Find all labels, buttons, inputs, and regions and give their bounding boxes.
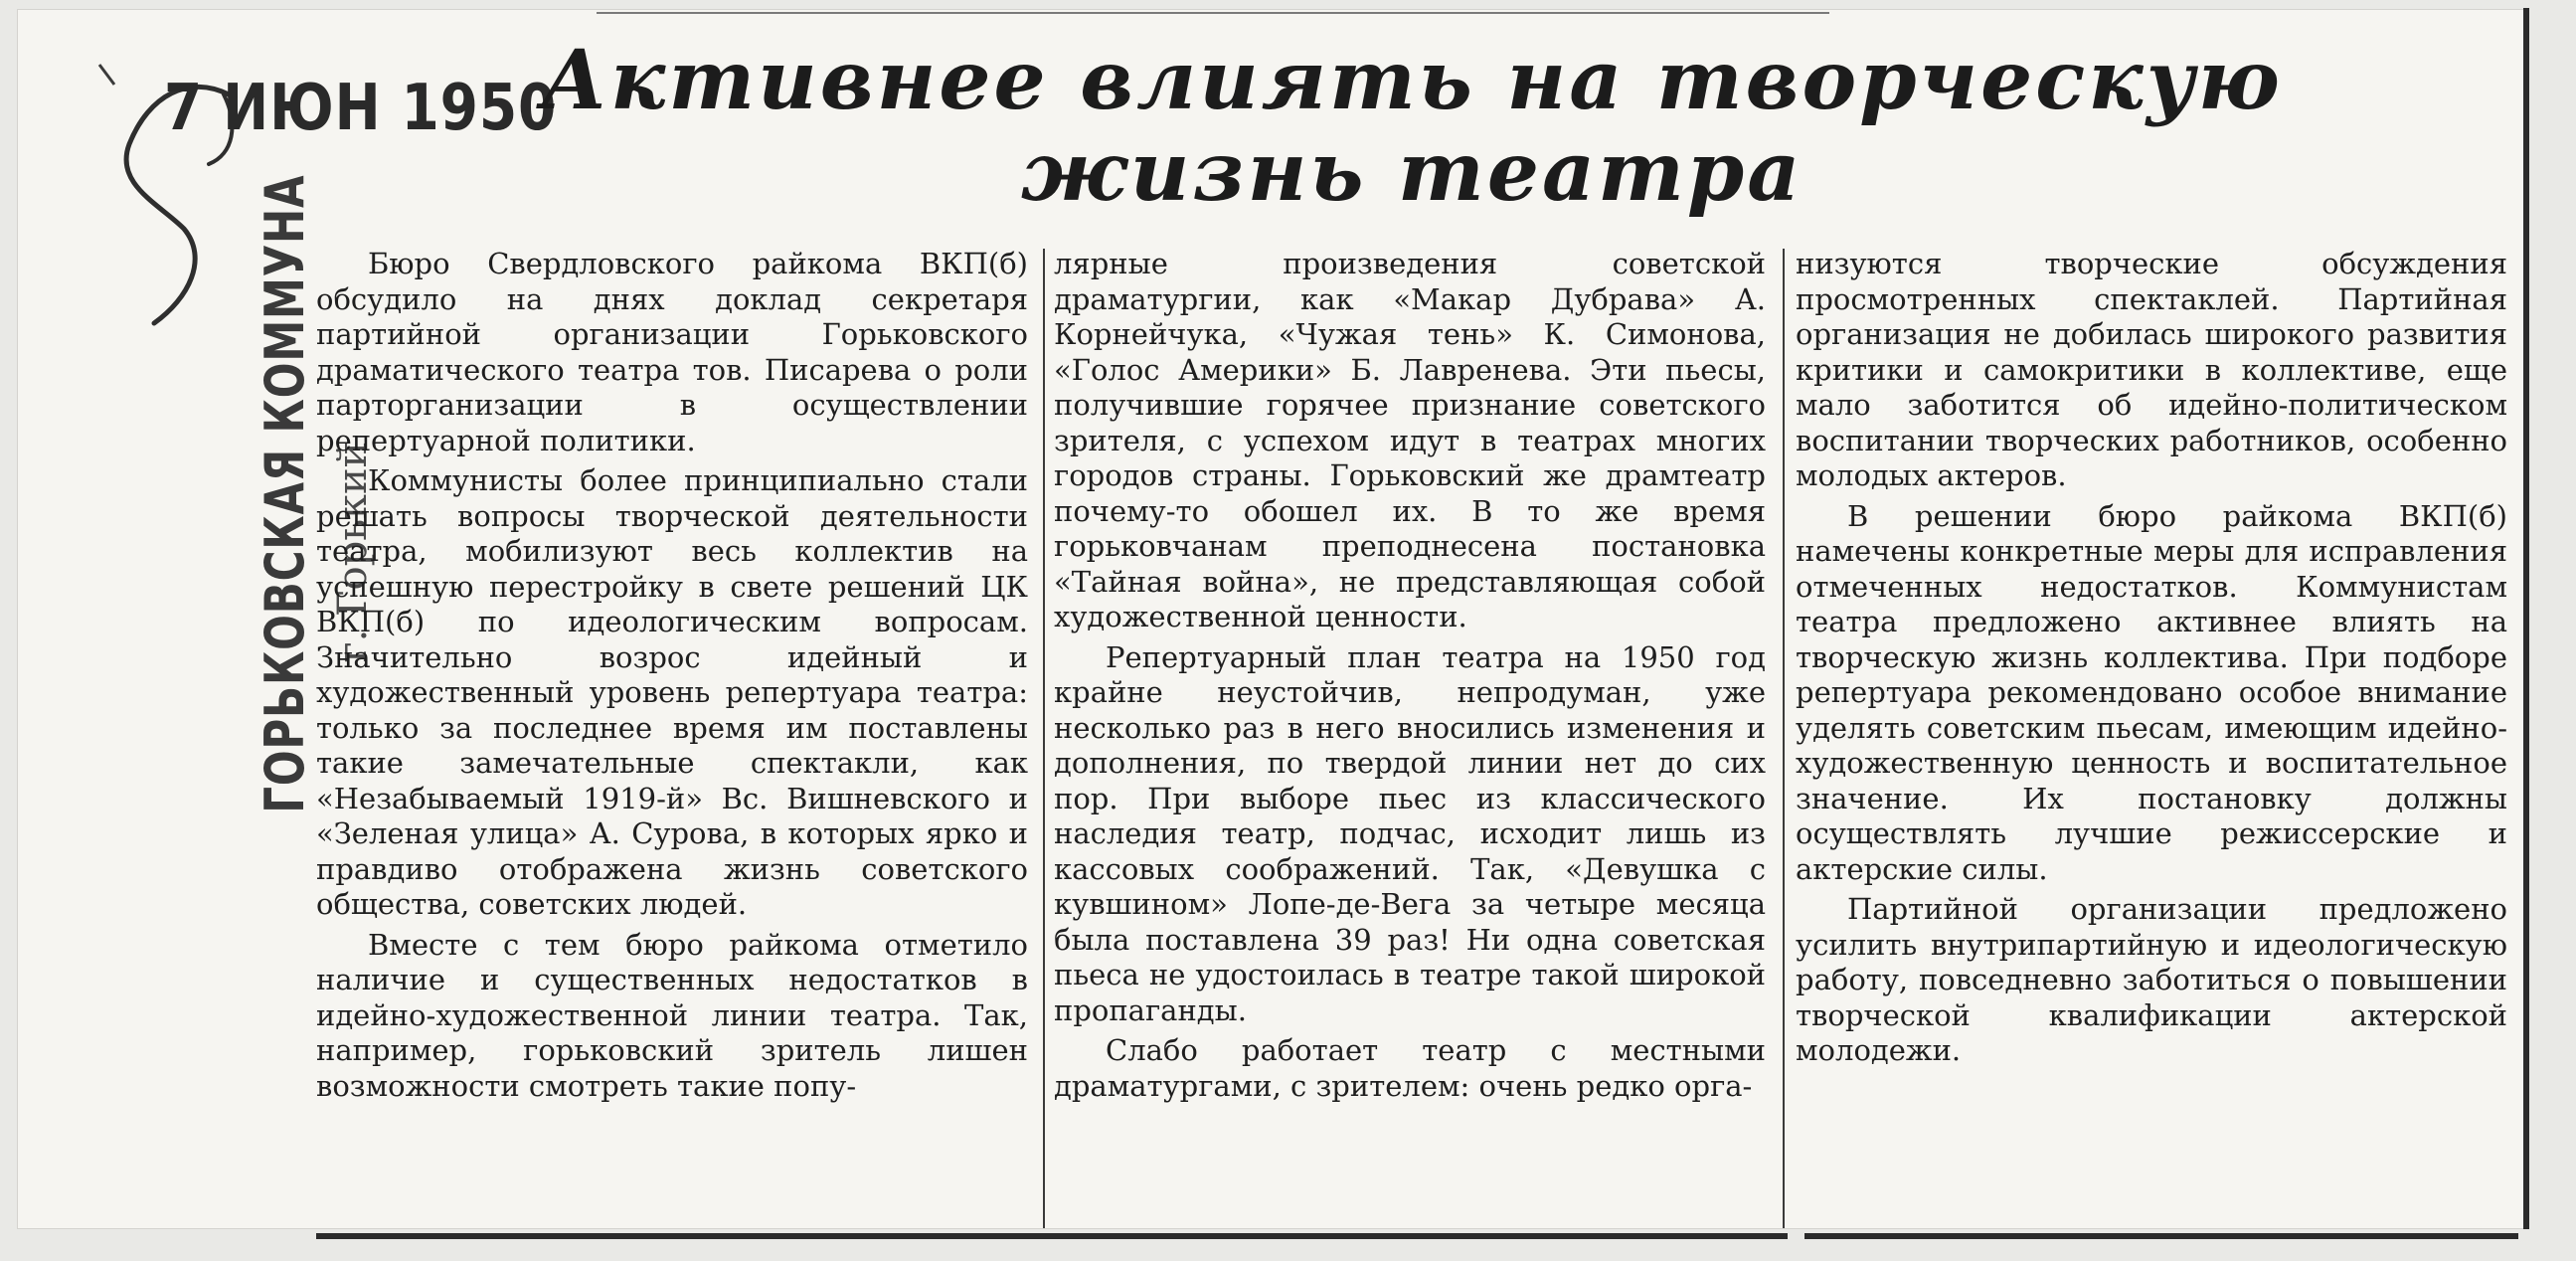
article-headline bbox=[527, 35, 2297, 218]
article-column-2 bbox=[1054, 247, 1766, 1226]
paragraph: Коммунисты более принципиально стали решать вопросы творческой деятельности театра, мобилизуют весь коллектив на успешную перестройку в свете решений ЦК ВКП(б) по идеологическим вопросам. Значительно возрос идейный и художественный уровень репертуара театра: только за последнее время им поставлены такие замечательные спектакли, как «Незабываемый 1919-й» Вс. Вишневского и «Зеленая улица» А. Сурова, в которых ярко и правдиво отображена жизнь советского общества, советских людей. bbox=[316, 463, 1028, 921]
bottom-rule bbox=[316, 1233, 1788, 1239]
newspaper-city: г. Горький bbox=[330, 441, 376, 663]
paragraph: Партийной организации предложено усилить внутрипартийную и идеологическую работу, повседневно заботиться о повышении творческой квалификации актерской молодежи. bbox=[1796, 892, 2507, 1067]
column-divider bbox=[1043, 249, 1045, 1228]
paragraph: низуются творческие обсуждения просмотренных спектаклей. Партийная организация не добилась широкого развития критики и самокритики в коллективе, еще мало заботится об идейно-политическом воспитании творческих работников, особенно молодых актеров. bbox=[1796, 247, 2507, 492]
paragraph: лярные произведения советской драматургии, как «Макар Дубрава» А. Корнейчука, «Чужая тень» К. Симонова, «Голос Америки» Б. Лавренева. Эти пьесы, получившие горячее признание советского зрителя, с успехом идут в театрах многих городов страны. Горьковский же драмтеатр почему-то обошел их. В то же время горьковчанам преподнесена постановка «Тайная война», не представляющая собой художественной ценности. bbox=[1054, 247, 1766, 633]
date-stamp: 7 ИЮН 1950 bbox=[164, 72, 558, 145]
paragraph: Слабо работает театр с местными драматургами, с зрителем: очень редко орга- bbox=[1054, 1033, 1766, 1103]
top-edge-rule bbox=[597, 12, 1829, 14]
paragraph: Репертуарный план театра на 1950 год крайне неустойчив, непродуман, уже несколько раз в него вносились изменения и дополнения, по твердой линии нет до сих пор. При выборе пьес из классического наследия театр, подчас, исходит лишь из кассовых соображений. Так, «Девушка с кувшином» Лопе-де-Вега за четыре месяца была поставлена 39 раз! Ни одна советская пьеса не удостоилась в театре такой широкой пропаганды. bbox=[1054, 639, 1766, 1027]
headline-line-2: жизнь театра bbox=[1020, 124, 1803, 220]
column-divider bbox=[1783, 249, 1785, 1228]
bottom-rule bbox=[1804, 1233, 2518, 1239]
headline-line-1: Активнее влиять на творческую bbox=[541, 33, 2283, 128]
newspaper-name: ГОРЬКОВСКАЯ КОММУНА bbox=[254, 174, 316, 813]
paragraph: В решении бюро райкома ВКП(б) намечены конкретные меры для исправления отмеченных недостатков. Коммунистам театра предложено активнее влиять на творческую жизнь коллектива. При подборе репертуара рекомендовано особое внимание уделять советским пьесам, имеющим идейно-художественную ценность и воспитательное значение. Их постановку должны осуществлять лучшие режиссерские и актерские силы. bbox=[1796, 498, 2507, 886]
article-column-1 bbox=[316, 247, 1028, 1226]
right-edge-rule bbox=[2523, 8, 2529, 1229]
article-column-3 bbox=[1796, 247, 2507, 1226]
paragraph: Бюро Свердловского райкома ВКП(б) обсудило на днях доклад секретаря партийной организации Горьковского драматического театра тов. Писарева о роли парторганизации в осуществлении репертуарной политики. bbox=[316, 247, 1028, 457]
paragraph: Вместе с тем бюро райкома отметило наличие и существенных недостатков в идейно-художественной линии театра. Так, например, горьковский зритель лишен возможности смотреть такие попу- bbox=[316, 927, 1028, 1103]
